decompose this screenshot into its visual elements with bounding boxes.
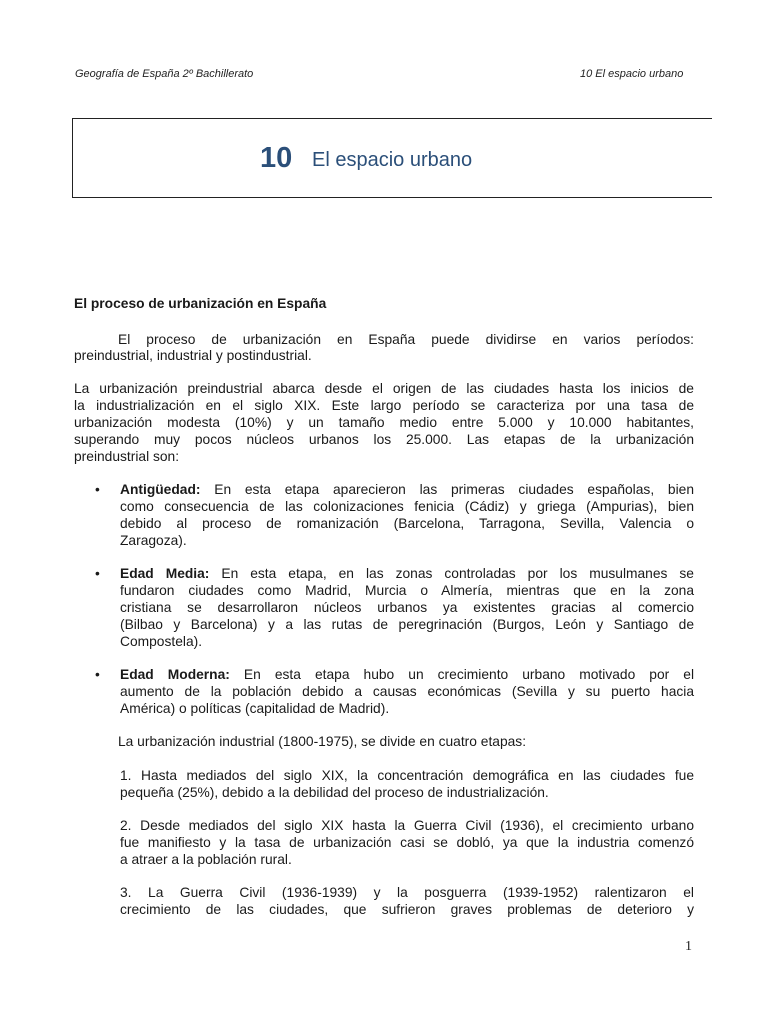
chapter-title-box	[72, 118, 712, 198]
bullet-line: Compostela).	[120, 634, 203, 649]
numbered-item-line: fue manifiesto y la tasa de urbanización casi se dobló, ya que la industria comenzó	[120, 835, 694, 850]
preindustrial-line: urbanización modesta (10%) y un tamaño medio entre 5.000 y 10.000 habitantes,	[74, 415, 694, 430]
bullet-label: Antigüedad:	[120, 482, 201, 497]
bullet-text: En esta etapa, en las zonas controladas por los musulmanes se	[209, 566, 694, 581]
numbered-item-line: pequeña (25%), debido a la debilidad del proceso de industrialización.	[120, 785, 549, 800]
header-chapter-title: 10 El espacio urbano	[580, 68, 684, 80]
bullet-line: fundaron ciudades como Madrid, Murcia o Almería, mientras que en la zona	[120, 583, 694, 598]
numbered-item-line: a atraer a la población rural.	[120, 852, 292, 867]
header-course-title: Geografía de España 2º Bachillerato	[75, 68, 254, 80]
preindustrial-line: la industrialización en el siglo XIX. Este largo período se caracteriza por una tasa de	[74, 398, 694, 413]
bullet-line	[120, 666, 694, 683]
bullet-text: En esta etapa hubo un crecimiento urbano motivado por el	[229, 667, 695, 682]
section-heading: El proceso de urbanización en España	[74, 296, 327, 311]
bullet-label: Edad Moderna:	[120, 667, 230, 682]
bullet-label: Edad Media:	[120, 566, 210, 581]
bullet-line: cristiana se desarrollaron núcleos urbanos ya existentes gracias al comercio	[120, 600, 694, 615]
intro-line: El proceso de urbanización en España puede dividirse en varios períodos:	[118, 332, 694, 347]
preindustrial-line: La urbanización preindustrial abarca desde el origen de las ciudades hasta los inicios de	[74, 381, 694, 396]
bullet-line: América) o políticas (capitalidad de Madrid).	[120, 701, 390, 716]
bullet-line: Zaragoza).	[120, 533, 187, 548]
bullet-line: aumento de la población debido a causas económicas (Sevilla y su puerto hacia	[120, 684, 694, 699]
preindustrial-line: superando muy pocos núcleos urbanos los 25.000. Las etapas de la urbanización	[74, 432, 694, 447]
chapter-title: El espacio urbano	[312, 149, 473, 171]
numbered-item-line: 2. Desde mediados del siglo XIX hasta la Guerra Civil (1936), el crecimiento urbano	[120, 818, 694, 833]
industrial-intro: La urbanización industrial (1800-1975), se divide en cuatro etapas:	[118, 734, 527, 749]
preindustrial-line: preindustrial son:	[74, 449, 180, 464]
bullet-text: En esta etapa aparecieron las primeras ciudades españolas, bien	[200, 482, 694, 497]
bullet-marker: •	[95, 566, 100, 581]
page-number: 1	[685, 939, 692, 954]
bullet-line	[120, 481, 694, 498]
bullet-line	[120, 565, 694, 582]
bullet-line: debido al proceso de romanización (Barcelona, Tarragona, Sevilla, Valencia o	[120, 516, 694, 531]
bullet-line: (Bilbao y Barcelona) y a las rutas de peregrinación (Burgos, León y Santiago de	[120, 617, 694, 632]
bullet-marker: •	[95, 667, 100, 682]
numbered-item-line: crecimiento de las ciudades, que sufrieron graves problemas de deterioro y	[120, 902, 694, 917]
bullet-line: como consecuencia de las colonizaciones fenicia (Cádiz) y griega (Ampurias), bien	[120, 499, 694, 514]
intro-line: preindustrial, industrial y postindustrial.	[74, 348, 312, 363]
numbered-item-line: 3. La Guerra Civil (1936-1939) y la posguerra (1939-1952) ralentizaron el	[120, 885, 694, 900]
chapter-number: 10	[260, 142, 293, 174]
bullet-marker: •	[95, 482, 100, 497]
numbered-item-line: 1. Hasta mediados del siglo XIX, la concentración demográfica en las ciudades fue	[120, 768, 694, 783]
